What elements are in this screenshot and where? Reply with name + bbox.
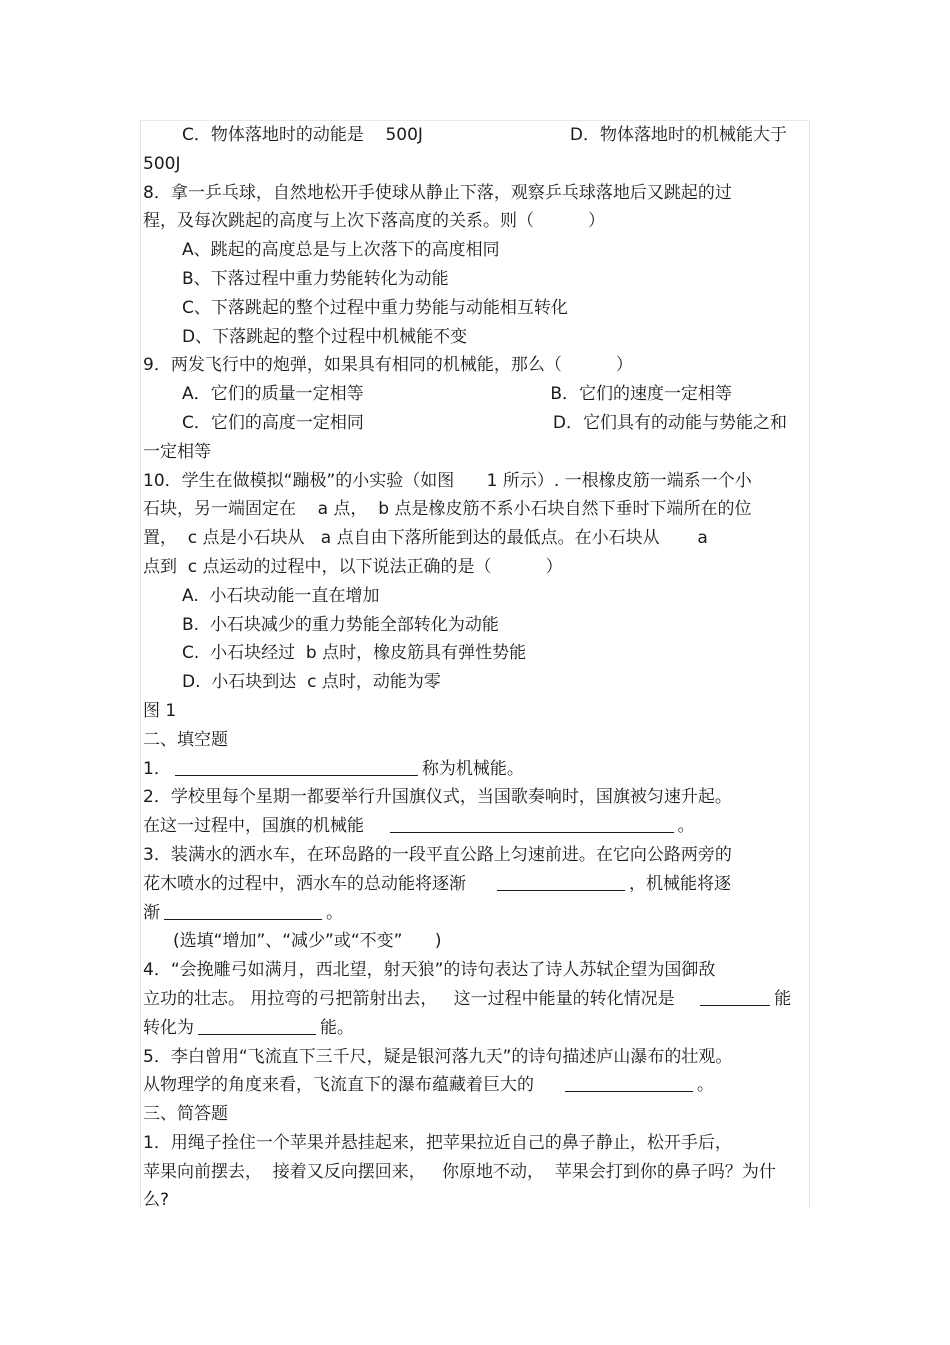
q10-stem-line-2: 石块，另一端固定在 a 点， b 点是橡皮筋不系小石块自然下垂时下端所在的位 (143, 499, 752, 520)
fill-q4-head: 立功的壮志。 用拉弯的弓把箭射出去， 这一过程中能量的转化情况是 (143, 988, 697, 1009)
q9-option-d-wrap: 一定相等 (143, 441, 211, 462)
fill-q3-mid: ，机械能将逐 (629, 873, 732, 894)
q10-stem-line-3: 置， c 点是小石块从 a 点自由下落所能到达的最低点。在小石块从 a (143, 528, 708, 549)
fill-q4-tail: 能。 (320, 1017, 354, 1038)
fill-q2-line-1: 2．学校里每个星期一都要举行升国旗仪式，当国歌奏响时，国旗被匀速升起。 (143, 787, 732, 808)
fill-q3-line-2 (143, 870, 807, 899)
fill-q3-line-1: 3．装满水的洒水车，在环岛路的一段平直公路上匀速前进。在它向公路两旁的 (143, 844, 732, 865)
fill-q1-number: 1． (143, 758, 171, 779)
q7-option-d-wrap: 500J (143, 153, 181, 174)
q9-option-c: C．它们的高度一定相同 (182, 412, 364, 433)
q8-option-c: C、下落跳起的整个过程中重力势能与动能相互转化 (182, 297, 568, 318)
q9-options-ab (143, 380, 807, 409)
q10-option-a: A. 小石块动能一直在增加 (182, 585, 380, 606)
fill-q3-blank-1[interactable] (497, 870, 625, 891)
q8-option-d: D、下落跳起的整个过程中机械能不变 (182, 326, 468, 347)
q9-stem: 9．两发飞行中的炮弹，如果具有相同的机械能，那么（ ） (143, 355, 633, 376)
short-q1-line-2: 苹果向前摆去， 接着又反向摆回来， 你原地不动， 苹果会打到你的鼻子吗？为什 (143, 1161, 776, 1182)
q8-option-b: B、下落过程中重力势能转化为动能 (182, 268, 449, 289)
fill-q3-hint: (选填“增加”、“减少”或“不变” ) (173, 931, 442, 952)
fill-q4-head-2: 转化为 (143, 1017, 194, 1038)
fill-q5-head: 从物理学的角度来看，飞流直下的瀑布蕴藏着巨大的 (143, 1075, 562, 1096)
q7-options-cd (143, 121, 807, 150)
document-body (143, 121, 807, 1215)
q10-stem-line-1: 10．学生在做模拟“蹦极”的小实验（如图 1 所示）. 一根橡皮筋一端系一个小 (143, 470, 752, 491)
q9-options-cd (143, 409, 807, 438)
fill-q3-head: 花木喷水的过程中，洒水车的总动能将逐渐 (143, 873, 494, 894)
fill-q1-blank[interactable] (175, 755, 418, 776)
fill-q4-line-1: 4．“会挽雕弓如满月，西北望，射天狼”的诗句表达了诗人苏轼企望为国御敌 (143, 960, 716, 981)
q10-stem-line-4: 点到 c 点运动的过程中，以下说法正确的是（ ） (143, 556, 563, 577)
fill-q4-line-2 (143, 985, 807, 1014)
q10-option-d: D. 小石块到达 c 点时，动能为零 (182, 672, 441, 693)
section-2-title: 二、填空题 (143, 729, 228, 750)
short-q1-line-1: 1．用绳子拴住一个苹果并悬挂起来，把苹果拉近自己的鼻子静止，松开手后， (143, 1132, 732, 1153)
fill-q3-tail: 。 (326, 902, 343, 923)
fill-q3-line-3 (143, 899, 807, 928)
fill-q3-head-2: 渐 (143, 902, 160, 923)
q7-option-d: D．物体落地时的机械能大于 (569, 125, 787, 145)
fill-q4-blank-2[interactable] (198, 1014, 316, 1035)
q9-option-a: A．它们的质量一定相等 (182, 384, 364, 405)
fill-q4-blank-1[interactable] (700, 985, 770, 1006)
q9-option-b: B．它们的速度一定相等 (550, 384, 732, 405)
fill-q1-tail: 称为机械能。 (421, 758, 524, 779)
fill-q5-tail: 。 (697, 1075, 715, 1096)
section-3-title: 三、简答题 (143, 1104, 228, 1125)
fill-q5-line-2 (143, 1071, 807, 1100)
fill-q3-blank-2[interactable] (164, 899, 322, 920)
q7-option-c: C．物体落地时的动能是 500J (182, 125, 423, 145)
figure-label: 图 1 (143, 700, 177, 721)
fill-q5-blank[interactable] (565, 1071, 693, 1092)
q8-stem-line-2: 程，及每次跳起的高度与上次下落高度的关系。则（ ） (143, 211, 606, 232)
q10-option-b: B. 小石块减少的重力势能全部转化为动能 (182, 614, 499, 635)
q10-option-c: C. 小石块经过 b 点时，橡皮筋具有弹性势能 (182, 643, 527, 664)
fill-q2-head: 在这一过程中，国旗的机械能 (143, 816, 386, 837)
fill-q2-blank[interactable] (390, 812, 674, 833)
fill-q4-mid: 能 (774, 988, 792, 1009)
fill-q2-tail: 。 (677, 816, 695, 837)
q9-option-d: D．它们具有的动能与势能之和 (552, 412, 787, 433)
fill-q4-line-3 (143, 1014, 807, 1043)
short-q1-line-3: 么? (143, 1190, 170, 1211)
fill-q2-line-2 (143, 812, 807, 841)
fill-q1 (143, 755, 807, 784)
q8-stem-line-1: 8．拿一乒乓球，自然地松开手使球从静止下落，观察乒乓球落地后又跳起的过 (143, 182, 732, 203)
q8-option-a: A、跳起的高度总是与上次落下的高度相同 (182, 240, 500, 261)
fill-q5-line-1: 5．李白曾用“飞流直下三千尺，疑是银河落九天”的诗句描述庐山瀑布的壮观。 (143, 1046, 733, 1067)
